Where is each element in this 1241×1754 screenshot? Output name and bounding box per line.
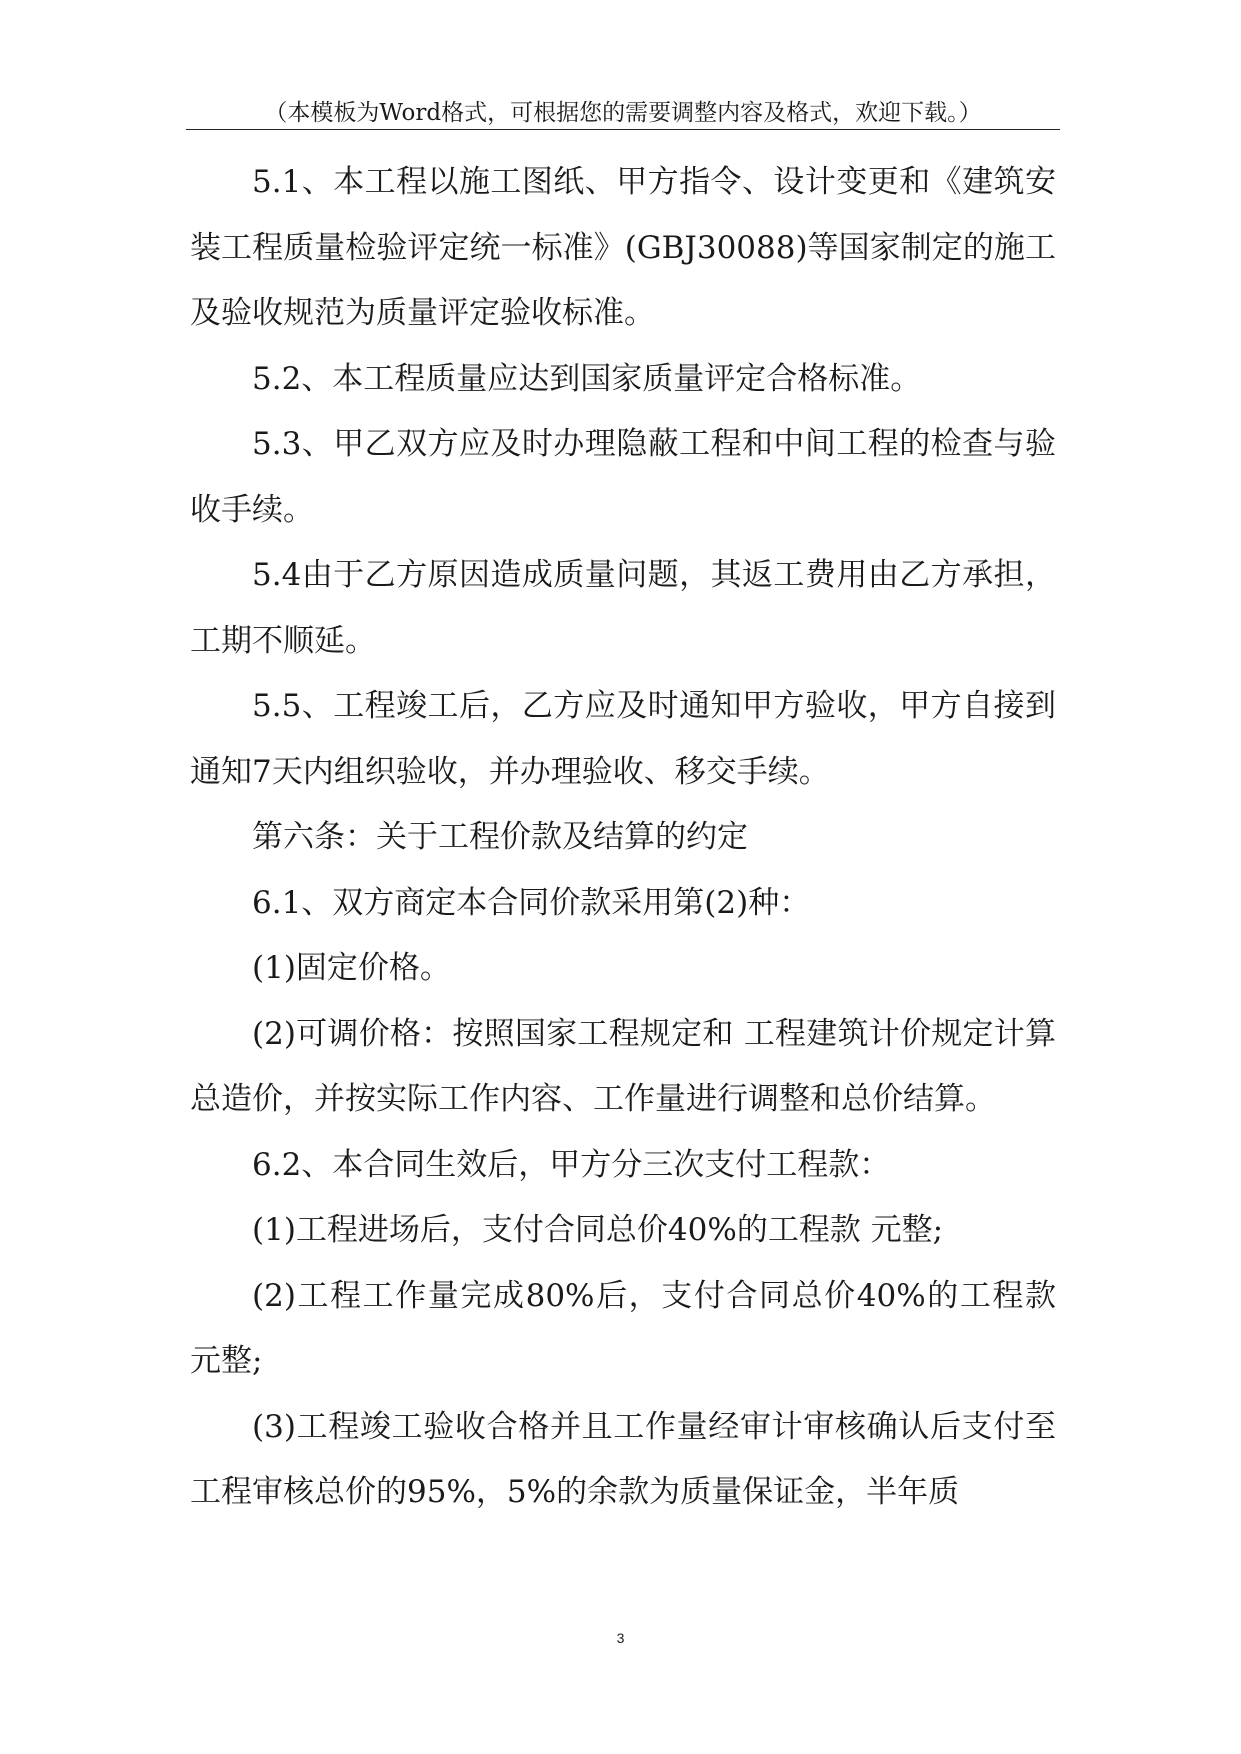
document-body	[190, 150, 1056, 1526]
clause-6-2-payment-3: (3)工程竣工验收合格并且工作量经审计审核确认后支付至工程审核总价的95%，5%的余款为质量保证金，半年质	[190, 1408, 1056, 1510]
page-number: 3	[616, 1630, 625, 1646]
clause-5-5: 5.5、工程竣工后，乙方应及时通知甲方验收，甲方自接到通知7天内组织验收，并办理验收、移交手续。	[190, 688, 1056, 790]
clause-5-2: 5.2、本工程质量应达到国家质量评定合格标准。	[252, 360, 922, 397]
article-6-heading: 第六条：关于工程价款及结算的约定	[252, 819, 748, 855]
clause-5-1: 5.1、本工程以施工图纸、甲方指令、设计变更和《建筑安装工程质量检验评定统一标准》(GBJ30088)等国家制定的施工及验收规范为质量评定验收标准。	[190, 164, 1056, 331]
clause-5-4: 5.4由于乙方原因造成质量问题，其返工费用由乙方承担，工期不顺延。	[190, 557, 1056, 659]
clause-6-1-option-1: (1)固定价格。	[252, 950, 451, 986]
clause-6-1: 6.1、双方商定本合同价款采用第(2)种：	[252, 884, 811, 921]
header-divider	[186, 129, 1060, 130]
clause-6-2-payment-2: (2)工程工作量完成80%后，支付合同总价40%的工程款 元整;	[190, 1277, 1056, 1379]
clause-6-2-payment-1: (1)工程进场后，支付合同总价40%的工程款 元整;	[252, 1212, 944, 1248]
clause-5-3: 5.3、甲乙双方应及时办理隐蔽工程和中间工程的检查与验收手续。	[190, 426, 1056, 528]
page-header-note: （本模板为Word格式，可根据您的需要调整内容及格式，欢迎下载。）	[264, 100, 982, 126]
clause-6-2: 6.2、本合同生效后，甲方分三次支付工程款：	[252, 1146, 891, 1183]
clause-6-1-option-2: (2)可调价格：按照国家工程规定和 工程建筑计价规定计算总造价，并按实际工作内容、工作量进行调整和总价结算。	[190, 1015, 1056, 1117]
